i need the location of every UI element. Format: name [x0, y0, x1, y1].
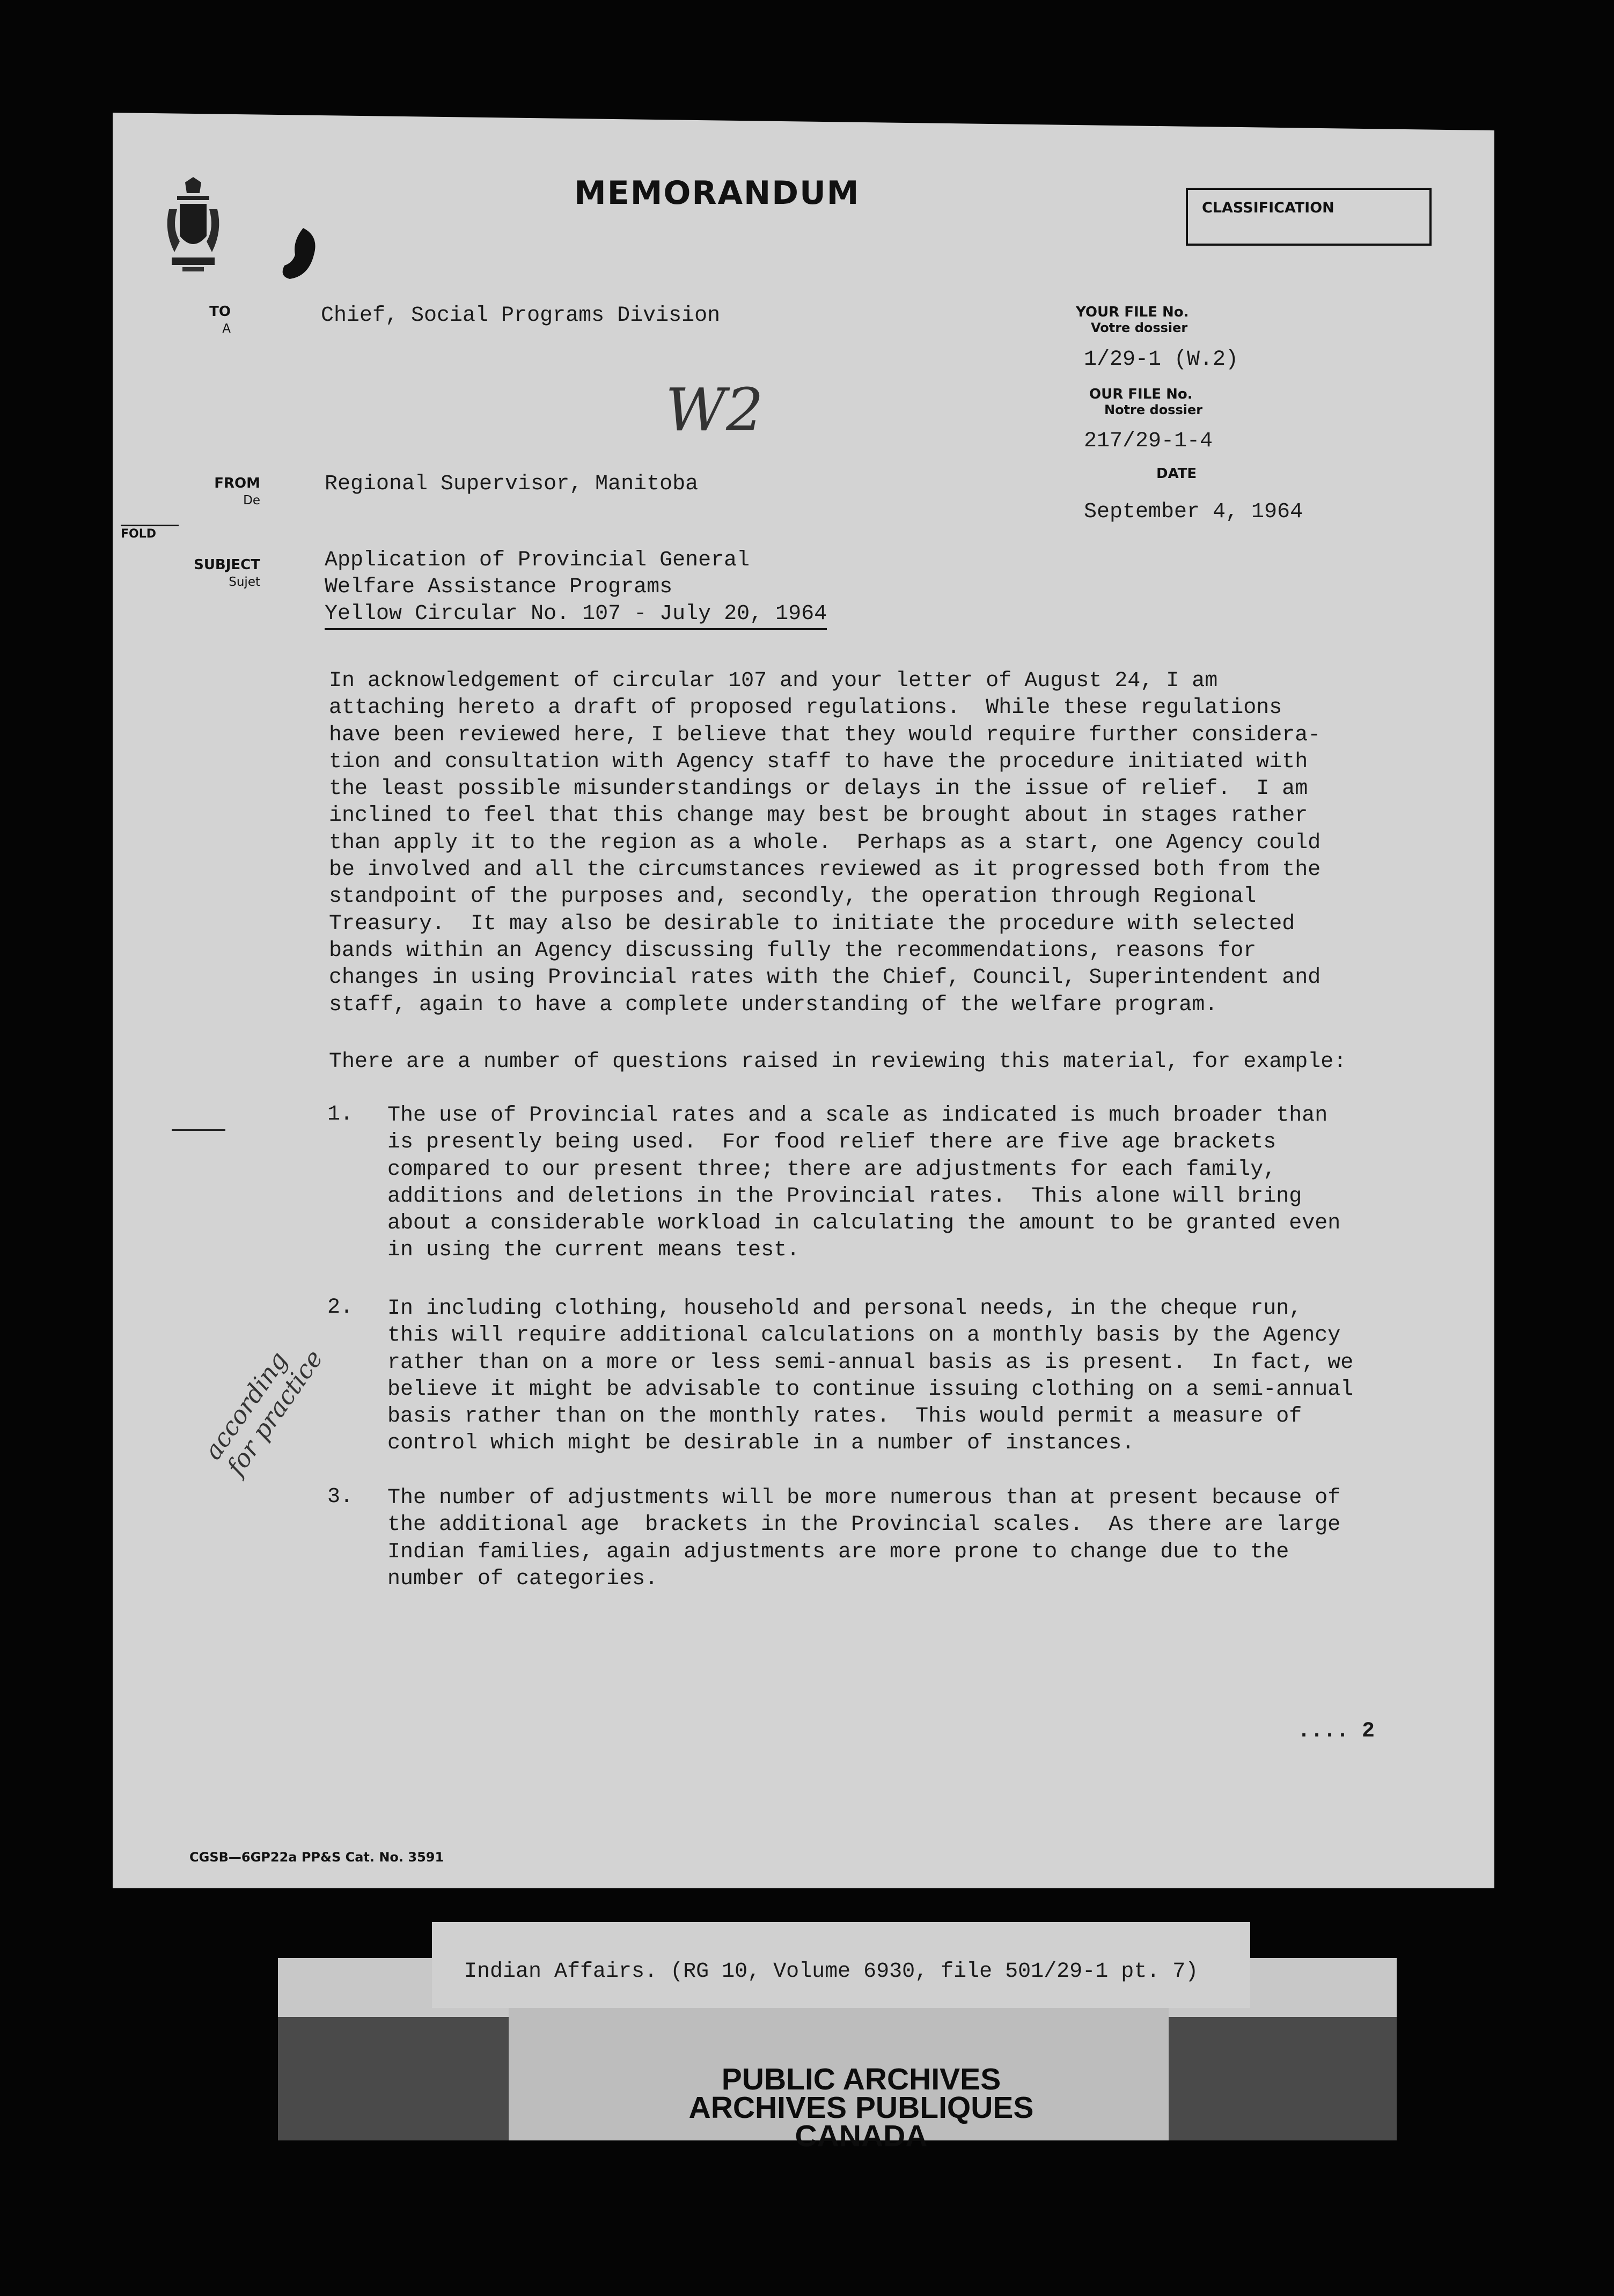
from-field: Regional Supervisor, Manitoba [325, 472, 699, 496]
your-file-label-en: YOUR FILE No. [1076, 304, 1189, 320]
from-label [164, 475, 260, 509]
handwritten-margin-note: according for practice [198, 1344, 329, 1481]
item-1-number: 1. [327, 1102, 354, 1127]
fold-mark: FOLD [121, 525, 179, 541]
archive-citation: Indian Affairs. (RG 10, Volume 6930, file 501/29-1 pt. 7) [464, 1960, 1199, 1984]
body-paragraph-1: In acknowledgement of circular 107 and your letter of August 24, I am attaching hereto a draft of proposed regulations. While these regulations have been reviewed here, I believe that they would require further considera- tion and consultation with Agency staff to have the procedure initiated with the least possible misunderstandings or delays in the issue of relief. I am inclined to feel that this change may best be brought about in stages rather than apply it to the region as a whole. Perhaps as a start, one Agency could be involved and all the circumstances reviewed as it progressed both from the standpoint of the purposes and, secondly, the operation through Regional Treasury. It may also be desirable to initiate the procedure with selected bands within an Agency discussing fully the recommendations, reasons for changes in using Provincial rates with the Chief, Council, Superintendent and staff, again to have a complete understanding of the welfare program. [329, 669, 1321, 1017]
coat-of-arms-icon [161, 177, 225, 284]
page-continuation: .... 2 [1297, 1719, 1375, 1743]
subject-line-1: Application of Provincial General [325, 548, 750, 572]
your-file-label [1076, 304, 1189, 335]
archive-citation-strip [432, 1922, 1250, 2008]
subject-line-3: Yellow Circular No. 107 - July 20, 1964 [325, 601, 827, 630]
subject-field [325, 547, 827, 630]
archives-stamp-line-1: PUBLIC ARCHIVES [721, 2062, 1001, 2096]
to-label-fr: A [222, 322, 231, 336]
handwritten-w2: W2 [665, 376, 764, 444]
to-label-en: TO [209, 304, 231, 320]
our-file-label [1089, 386, 1202, 417]
our-file-label-en: OUR FILE No. [1089, 386, 1193, 402]
our-file-label-fr: Notre dossier [1104, 402, 1203, 417]
classification-label: CLASSIFICATION [1202, 200, 1334, 216]
archives-stamp-line-3: CANADA [795, 2119, 928, 2153]
item-2-text: In including clothing, household and personal needs, in the cheque run, this will require additional calculations on a monthly basis by the Agency rather than on a more or less semi-annual basis as is present. In fact, we believe it might be advisable to continue issuing clothing on a semi-annual basis rather than on the monthly rates. This would permit a measure of control which might be desirable in a number of instances. [387, 1297, 1354, 1456]
archives-stamp [582, 2062, 1140, 2153]
from-label-en: FROM [214, 475, 260, 491]
form-number: CGSB—6GP22a PP&S Cat. No. 3591 [189, 1850, 444, 1865]
ink-blot-icon [276, 225, 325, 284]
to-label [134, 303, 231, 337]
your-file-label-fr: Votre dossier [1091, 320, 1188, 335]
our-file-number: 217/29-1-4 [1084, 429, 1213, 453]
from-label-fr: De [243, 494, 260, 507]
your-file-number: 1/29-1 (W.2) [1084, 348, 1239, 372]
archives-stamp-line-2: ARCHIVES PUBLIQUES [688, 2091, 1034, 2125]
item-1-text: The use of Provincial rates and a scale as indicated is much broader than is presently being used. For food relief there are five age brackets compared to our present three; there are adjustments for each family, additions and deletions in the Provincial rates. This alone will bring about a considerable workload in calculating the amount to be granted even in using the current means test. [387, 1103, 1341, 1263]
date-field: September 4, 1964 [1084, 500, 1303, 524]
margin-mark [172, 1129, 225, 1131]
memo-title: MEMORANDUM [574, 174, 860, 212]
subject-line-2: Welfare Assistance Programs [325, 575, 673, 599]
date-label: DATE [1156, 466, 1197, 482]
item-3-number: 3. [327, 1485, 354, 1509]
item-2-number: 2. [327, 1296, 354, 1320]
to-field: Chief, Social Programs Division [321, 304, 721, 328]
item-3-text: The number of adjustments will be more numerous than at present because of the additional age brackets in the Provincial scales. As there are large Indian families, again adjustments are more prone to change due to the number of categories. [387, 1486, 1341, 1591]
classification-box [1186, 188, 1432, 246]
subject-label [164, 556, 260, 591]
subject-label-en: SUBJECT [194, 557, 260, 573]
body-paragraph-2: There are a number of questions raised in reviewing this material, for example: [329, 1050, 1347, 1074]
subject-label-fr: Sujet [229, 575, 260, 589]
